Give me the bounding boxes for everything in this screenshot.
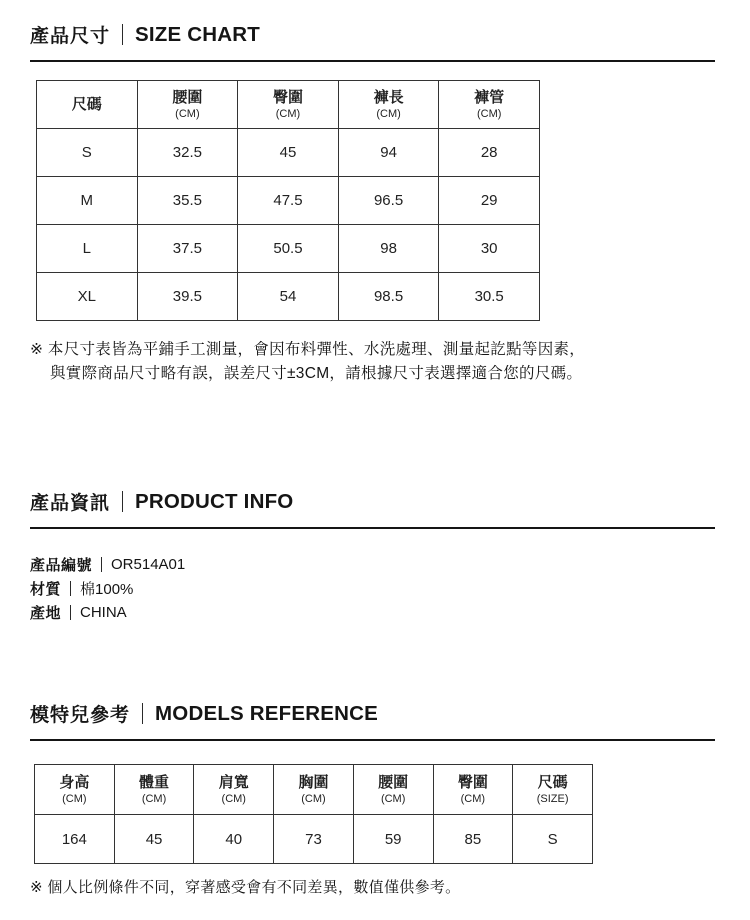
col-header-shoulder: 肩寬 (CM) <box>194 765 274 815</box>
size-row-l <box>37 225 540 273</box>
col-header-hip: 臀圍 (CM) <box>238 81 339 129</box>
product-info-title-zh: 產品資訊 <box>30 493 111 514</box>
title-divider <box>142 703 143 724</box>
model-data-row <box>35 815 593 864</box>
size-chart-note <box>30 338 750 386</box>
col-header-height: 身高 (CM) <box>35 765 115 815</box>
models-reference-table <box>34 764 593 864</box>
table-cell: 32.5 <box>137 129 238 177</box>
table-cell: 39.5 <box>137 273 238 321</box>
table-cell: M <box>37 177 138 225</box>
size-row-xl <box>37 273 540 321</box>
product-info-section <box>30 488 750 624</box>
section-title-models-reference <box>30 700 750 727</box>
col-header-size: 尺碼 (SIZE) <box>513 765 593 815</box>
section-title-product-info <box>30 488 750 515</box>
info-divider <box>70 605 71 620</box>
info-value: 棉100% <box>80 580 134 598</box>
table-cell: 50.5 <box>238 225 339 273</box>
col-header-weight: 體重 (CM) <box>114 765 194 815</box>
models-reference-section <box>30 700 750 899</box>
table-cell: 94 <box>338 129 439 177</box>
table-cell: 35.5 <box>137 177 238 225</box>
product-info-title-en: PRODUCT INFO <box>135 489 294 513</box>
size-row-s <box>37 129 540 177</box>
table-cell: S <box>37 129 138 177</box>
models-reference-title-zh: 模特兒參考 <box>30 705 131 726</box>
size-chart-table <box>36 80 540 321</box>
table-cell: 96.5 <box>338 177 439 225</box>
size-chart-header-row <box>37 81 540 129</box>
info-row-material <box>30 576 750 600</box>
size-row-m <box>37 177 540 225</box>
section-rule <box>30 60 715 62</box>
section-rule <box>30 739 715 741</box>
models-header-row <box>35 765 593 815</box>
col-header-waist: 腰圍 (CM) <box>353 765 433 815</box>
section-title-size-chart <box>30 21 750 48</box>
product-info-list <box>30 552 750 624</box>
table-cell: 73 <box>274 815 354 864</box>
table-cell: L <box>37 225 138 273</box>
table-cell: 98 <box>338 225 439 273</box>
table-cell: 54 <box>238 273 339 321</box>
info-label: 產品編號 <box>30 556 93 574</box>
info-row-item-number <box>30 552 750 576</box>
section-rule <box>30 527 715 529</box>
table-cell: 164 <box>35 815 115 864</box>
col-header-waist: 腰圍 (CM) <box>137 81 238 129</box>
col-header-chest: 胸圍 (CM) <box>274 765 354 815</box>
table-cell: 59 <box>353 815 433 864</box>
note-line-1: ※ 本尺寸表皆為平鋪手工測量，會因布料彈性、水洗處理、測量起訖點等因素， <box>30 341 586 358</box>
table-cell: 30 <box>439 225 540 273</box>
info-value: CHINA <box>80 603 127 621</box>
table-cell: XL <box>37 273 138 321</box>
col-header-size: 尺碼 <box>37 81 138 129</box>
models-reference-title-en: MODELS REFERENCE <box>155 701 379 725</box>
size-chart-title-zh: 產品尺寸 <box>30 26 111 47</box>
table-cell: 85 <box>433 815 513 864</box>
info-value: OR514A01 <box>111 555 186 573</box>
info-divider <box>70 581 71 596</box>
table-cell: 28 <box>439 129 540 177</box>
info-label: 材質 <box>30 580 62 598</box>
table-cell: 45 <box>114 815 194 864</box>
table-cell: S <box>513 815 593 864</box>
note-line-2: 與實際商品尺寸略有誤，誤差尺寸±3CM，請根據尺寸表選擇適合您的尺碼。 <box>50 365 583 382</box>
table-cell: 45 <box>238 129 339 177</box>
table-cell: 29 <box>439 177 540 225</box>
col-header-pants-length: 褲長 (CM) <box>338 81 439 129</box>
title-divider <box>122 491 123 512</box>
title-divider <box>122 24 123 45</box>
size-chart-section <box>30 21 750 386</box>
col-header-hip: 臀圍 (CM) <box>433 765 513 815</box>
table-cell: 37.5 <box>137 225 238 273</box>
info-label: 產地 <box>30 604 62 622</box>
models-reference-note: ※ 個人比例條件不同，穿著感受會有不同差異，數值僅供參考。 <box>30 879 461 896</box>
info-row-origin <box>30 600 750 624</box>
size-chart-title-en: SIZE CHART <box>135 22 261 46</box>
col-header-leg-opening: 褲管 (CM) <box>439 81 540 129</box>
table-cell: 98.5 <box>338 273 439 321</box>
info-divider <box>101 557 102 572</box>
table-cell: 40 <box>194 815 274 864</box>
table-cell: 30.5 <box>439 273 540 321</box>
table-cell: 47.5 <box>238 177 339 225</box>
